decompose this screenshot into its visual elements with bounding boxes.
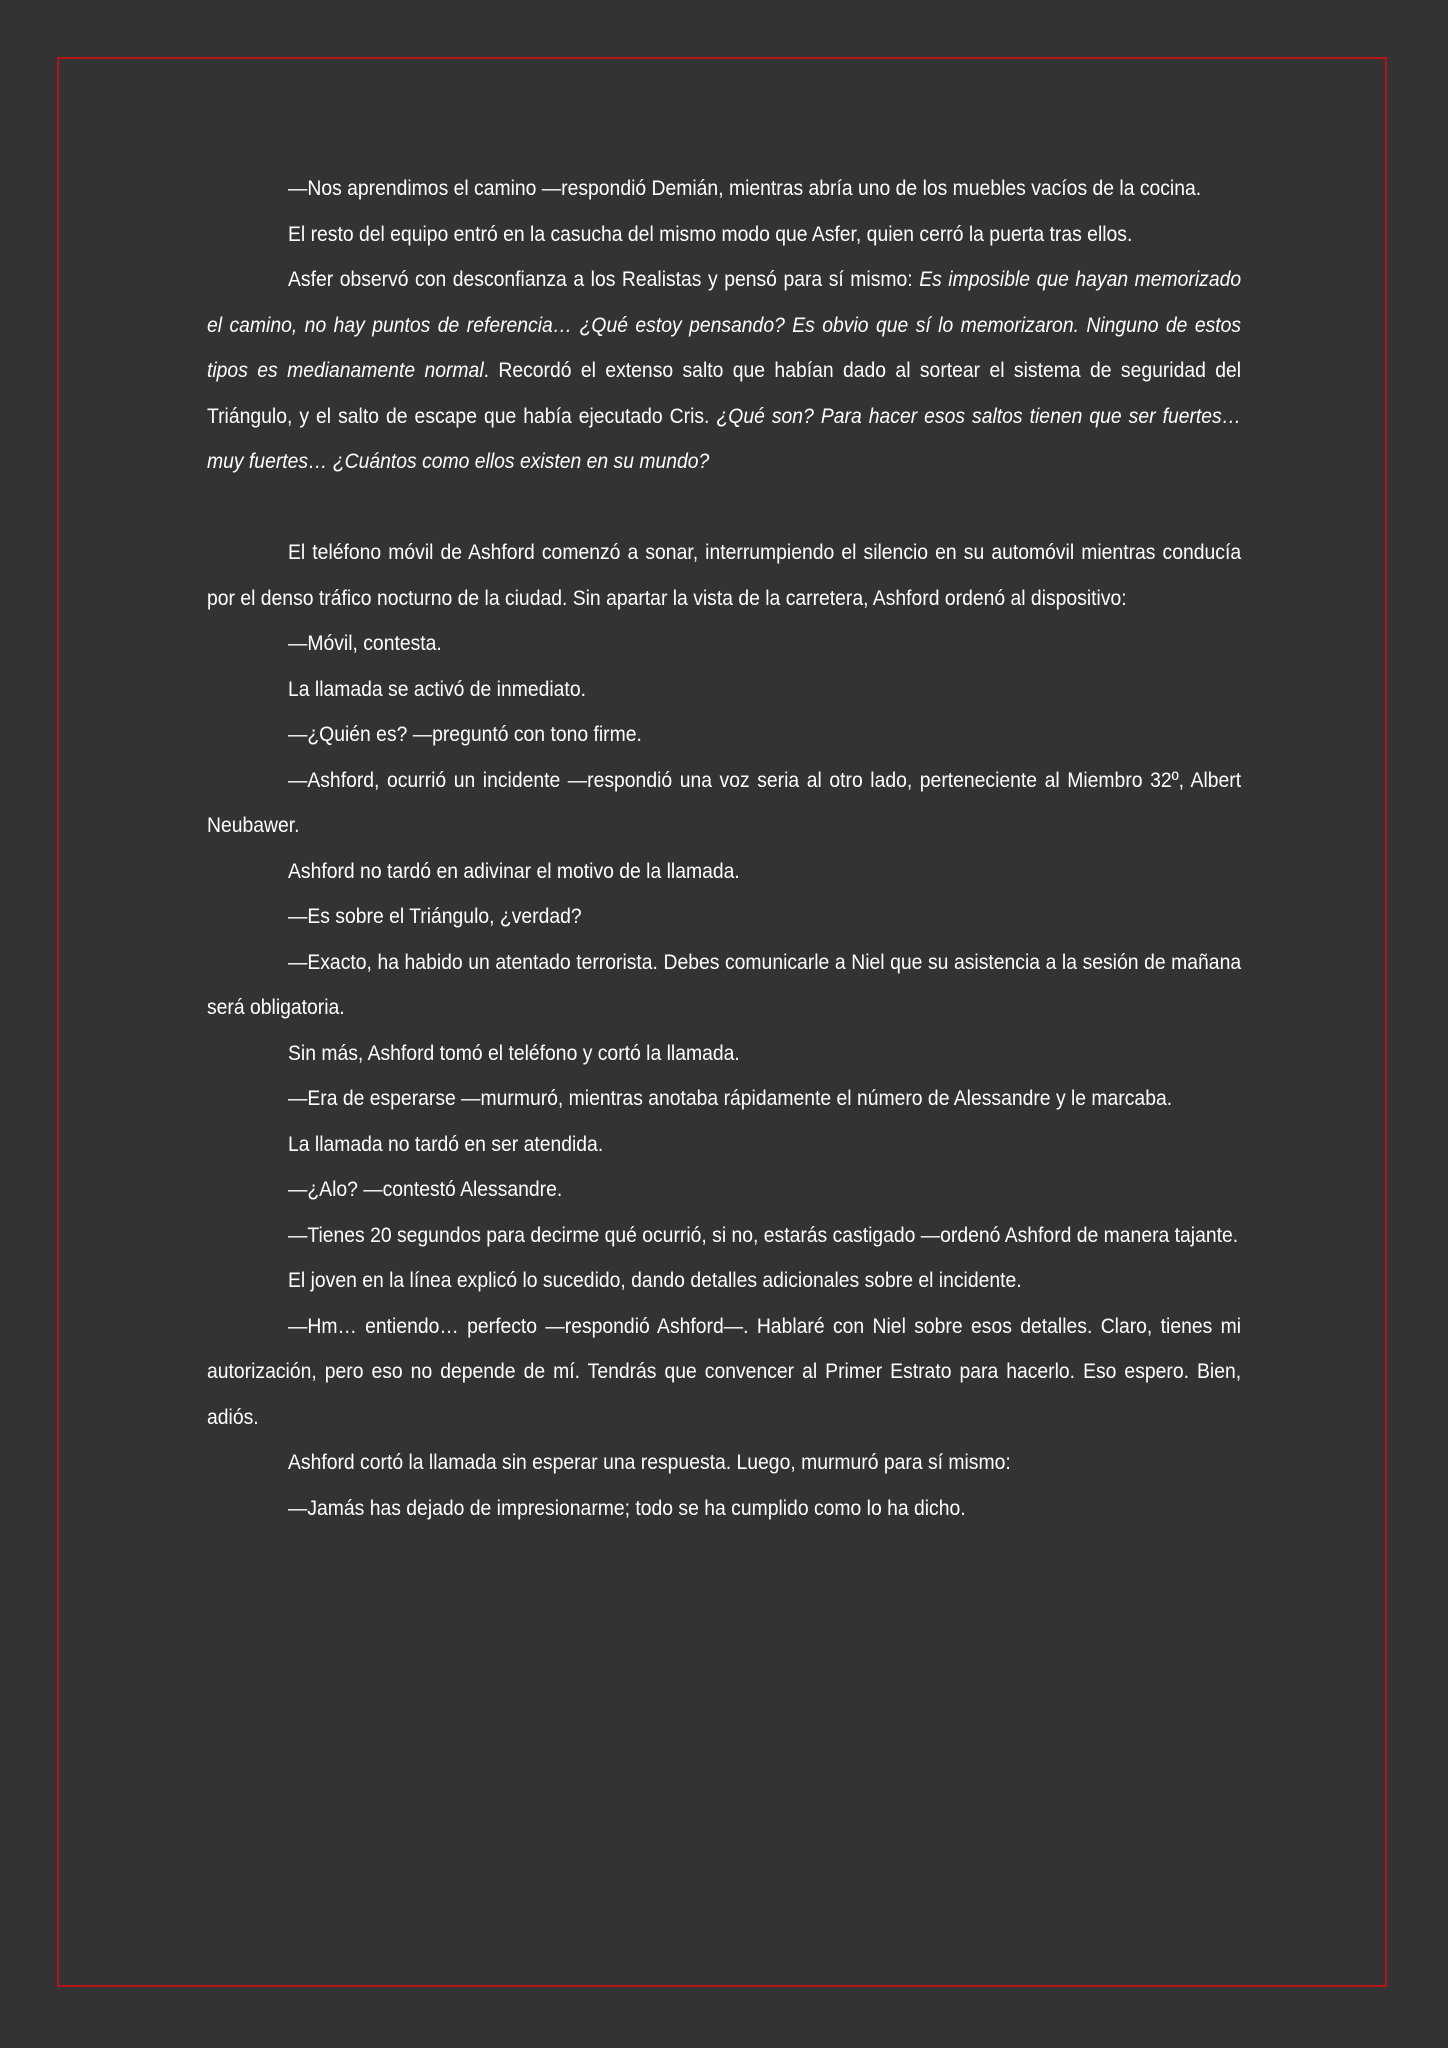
paragraph-text: Ashford no tardó en adivinar el motivo de la llamada. xyxy=(288,858,740,883)
paragraph xyxy=(207,940,1241,1031)
paragraph xyxy=(207,1076,1241,1122)
paragraph-text: —Era de esperarse —murmuró, mientras anotaba rápidamente el número de Alessandre y le marcaba. xyxy=(288,1086,1173,1110)
paragraph-text: El teléfono móvil de Ashford comenzó a sonar, interrumpiendo el silencio en su automóvil mientras conducía por el denso tráfico nocturno de la ciudad. Sin apartar la vista de la carretera, Ashford ordenó al dispositivo: xyxy=(207,540,1242,610)
paragraph-text: La llamada no tardó en ser atendida. xyxy=(288,1131,604,1156)
italic-thought-text: Es imposible que hayan memorizado el camino, no hay puntos de referencia… ¿Qué estoy pensando? Es obvio que sí lo memorizaron. Ninguno de estos tipos es medianamente normal xyxy=(207,267,1242,382)
paragraph xyxy=(207,1440,1241,1486)
paragraph-text: —Es sobre el Triángulo, ¿verdad? xyxy=(288,904,582,928)
paragraph-text: —¿Quién es? —preguntó con tono firme. xyxy=(288,722,642,746)
italic-thought-text: ¿Qué son? Para hacer esos saltos tienen que ser fuertes… muy fuertes… ¿Cuántos como ellos existen en su mundo? xyxy=(207,403,1242,473)
paragraph xyxy=(207,894,1241,940)
paragraph xyxy=(207,712,1241,758)
paragraph xyxy=(207,621,1241,667)
paragraph-text: . Recordó el extenso salto que habían dado al sortear el sistema de seguridad del Triángulo, y el salto de escape que había ejecutado Cris. xyxy=(207,358,1242,428)
paragraph xyxy=(207,849,1241,895)
paragraph-text: —¿Alo? —contestó Alessandre. xyxy=(288,1177,563,1201)
paragraph xyxy=(207,1031,1241,1077)
paragraph-text: —Jamás has dejado de impresionarme; todo se ha cumplido como lo ha dicho. xyxy=(288,1495,966,1520)
paragraph-text: —Hm… entiendo… perfecto —respondió Ashford—. Hablaré con Niel sobre esos detalles. Claro, tienes mi autorización, pero eso no depende de mí. Tendrás que convencer al Primer Estrato para hacerlo. Eso espero. Bien, adiós. xyxy=(207,1313,1242,1429)
paragraph xyxy=(207,667,1241,713)
paragraph xyxy=(207,1213,1241,1259)
paragraph-text: Asfer observó con desconfianza a los Realistas y pensó para sí mismo: xyxy=(288,267,920,291)
paragraph-text: —Exacto, ha habido un atentado terrorista. Debes comunicarle a Niel que su asistencia a la sesión de mañana será obligatoria. xyxy=(207,949,1242,1019)
paragraph xyxy=(207,257,1241,485)
paragraph-text: —Nos aprendimos el camino —respondió Demián, mientras abría uno de los muebles vacíos de la cocina. xyxy=(288,176,1202,200)
paragraph-text: —Tienes 20 segundos para decirme qué ocurrió, si no, estarás castigado —ordenó Ashford de manera tajante. xyxy=(288,1222,1239,1247)
paragraph-text: El joven en la línea explicó lo sucedido, dando detalles adicionales sobre el incidente. xyxy=(288,1268,1022,1292)
paragraph xyxy=(207,758,1241,849)
paragraph-text: —Ashford, ocurrió un incidente —respondió una voz seria al otro lado, perteneciente al Miembro 32º, Albert Neubawer. xyxy=(207,767,1242,837)
paragraph-text: El resto del equipo entró en la casucha del mismo modo que Asfer, quien cerró la puerta tras ellos. xyxy=(288,221,1133,246)
paragraph xyxy=(207,1304,1241,1441)
paragraph xyxy=(207,212,1241,258)
paragraph xyxy=(207,530,1241,621)
paragraph-text: La llamada se activó de inmediato. xyxy=(288,676,586,701)
paragraph xyxy=(207,1486,1241,1532)
paragraph-text: —Móvil, contesta. xyxy=(288,631,442,655)
paragraph xyxy=(207,166,1241,212)
paragraph-text: Sin más, Ashford tomó el teléfono y cortó la llamada. xyxy=(288,1040,740,1065)
document-body xyxy=(207,166,1241,1531)
paragraph xyxy=(207,1258,1241,1304)
paragraph xyxy=(207,1122,1241,1168)
paragraph-text: Ashford cortó la llamada sin esperar una respuesta. Luego, murmuró para sí mismo: xyxy=(288,1450,1011,1474)
section-break xyxy=(207,485,1241,531)
paragraph xyxy=(207,1167,1241,1213)
